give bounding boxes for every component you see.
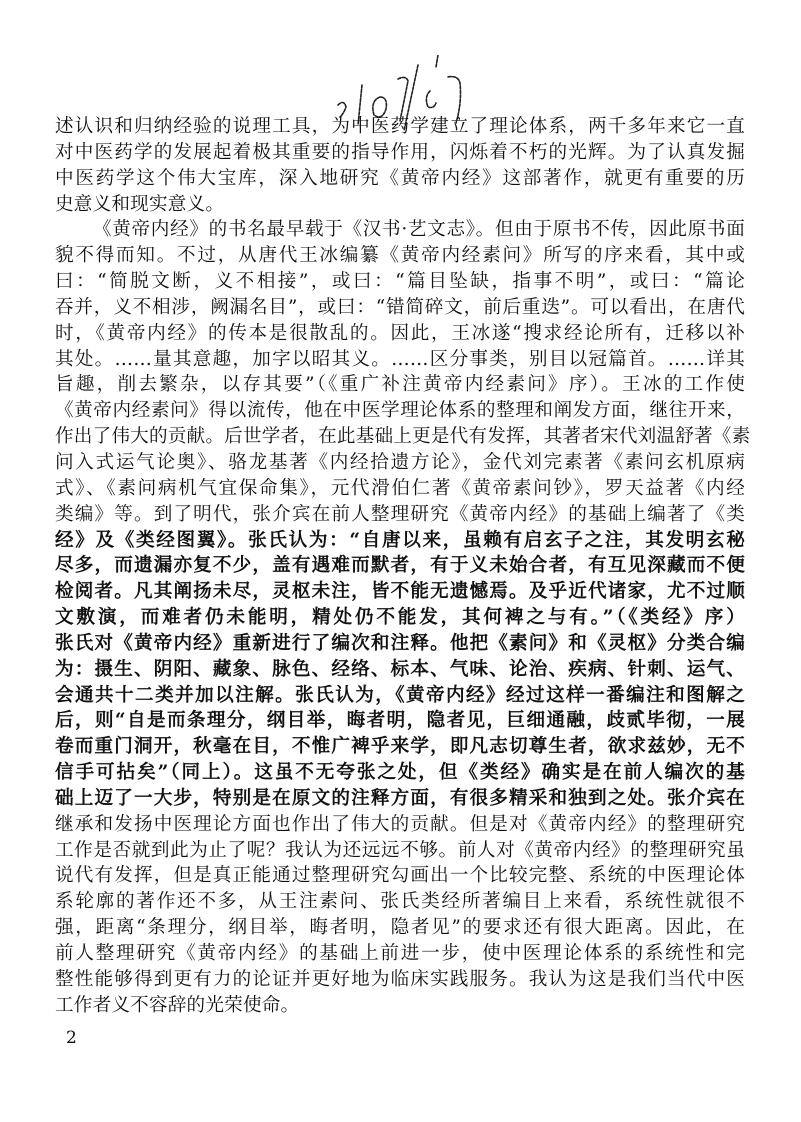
- text-line: 经》及《类经图翼》。张氏认为：“自唐以来，虽赖有启玄子之注，其发明玄秘: [55, 529, 745, 551]
- text-line: 继承和发扬中医理论方面也作出了伟大的贡献。但是对《黄帝内经》的整理研究: [55, 813, 745, 835]
- text-line: 工作者义不容辞的光荣使命。: [55, 994, 300, 1016]
- body-text: [55, 114, 751, 1019]
- text-line: 《黄帝内经素问》得以流传，他在中医学理论体系的整理和阐发方面，继往开来，: [55, 400, 745, 422]
- text-line: 吞并，义不相涉，阙漏名目”，或曰：“错简碎文，前后重迭”。可以看出，在唐代: [55, 296, 745, 318]
- text-line: 整性能够得到更有力的论证并更好地为临床实践服务。我认为这是我们当代中医: [55, 968, 745, 990]
- text-line: 问入式运气论奥》、骆龙基著《内经拾遗方论》，金代刘完素著《素问玄机原病: [55, 451, 745, 473]
- text-line: 其处。……量其意趣，加字以昭其义。……区分事类，别目以冠篇首。……详其: [55, 348, 745, 370]
- text-line: 曰：“简脱文断，义不相接”，或曰：“篇目坠缺，指事不明”，或曰：“篇论: [55, 271, 745, 293]
- text-line: 卷而重门洞开，秋毫在目，不惟广裨乎来学，即凡志切尊生者，欲求兹妙，无不: [55, 736, 745, 758]
- text-line: 张氏对《黄帝内经》重新进行了编次和注释。他把《素问》和《灵枢》分类合编: [55, 632, 745, 654]
- text-line: 史意义和现实意义。: [55, 193, 225, 215]
- page-number: 2: [66, 1028, 77, 1048]
- text-line: 后，则“自是而条理分，纲目举，晦者明，隐者见，巨细通融，歧贰毕彻，一展: [55, 710, 745, 732]
- text-line: 时，《黄帝内经》的传本是很散乱的。因此，王冰遂“搜求经论所有，迁移以补: [55, 322, 745, 344]
- text-line: 信手可拈矣”（同上）。这虽不无夸张之处，但《类经》确实是在前人编次的基: [55, 762, 745, 784]
- text-line: 旨趣，削去繁杂，以存其要”（《重广补注黄帝内经素问》序）。王冰的工作使: [55, 374, 745, 396]
- text-line: 《黄帝内经》的书名最早载于《汉书·艺文志》。但由于原书不传，因此原书面: [93, 219, 745, 241]
- text-line: 类编》等。到了明代，张介宾在前人整理研究《黄帝内经》的基础上编著了《类: [55, 503, 745, 525]
- text-line: 础上迈了一大步，特别是在原文的注释方面，有很多精采和独到之处。张介宾在: [55, 787, 745, 809]
- text-line: 系轮廓的著作还不多，从王注素问、张氏类经所著编目上来看，系统性就很不: [55, 891, 745, 913]
- text-line: 说代有发挥，但是真正能通过整理研究勾画出一个比较完整、系统的中医理论体: [55, 865, 745, 887]
- text-line: 前人整理研究《黄帝内经》的基础上前进一步，使中医理论体系的系统性和完: [55, 943, 745, 964]
- text-line: 强，距离“条理分，纲目举，晦者明，隐者见”的要求还有很大距离。因此，在: [55, 917, 745, 939]
- text-line: 对中医药学的发展起着极其重要的指导作用，闪烁着不朽的光辉。为了认真发掘: [55, 141, 745, 163]
- text-line: 会通共十二类并加以注解。张氏认为，《黄帝内经》经过这样一番编注和图解之: [55, 684, 745, 706]
- text-line: 中医药学这个伟大宝库，深入地研究《黄帝内经》这部著作，就更有重要的历: [55, 167, 745, 189]
- text-line: 貌不得而知。不过，从唐代王冰编纂《黄帝内经素问》所写的序来看，其中或: [55, 245, 745, 267]
- text-line: 工作是否就到此为止了呢？我认为还远远不够。前人对《黄帝内经》的整理研究虽: [55, 839, 745, 861]
- text-line: 述认识和归纳经验的说理工具，为中医药学建立了理论体系，两千多年来它一直: [55, 116, 745, 137]
- text-line: 文敷演，而难者仍未能明，精处仍不能发，其何裨之与有。”（《类经》序）: [55, 607, 745, 629]
- text-line: 尽多，而遗漏亦复不少，盖有遇难而默者，有于义未始合者，有互见深藏而不便: [55, 555, 745, 577]
- text-line: 为：摄生、阴阳、藏象、脉色、经络、标本、气味、论治、疾病、针刺、运气、: [55, 658, 745, 680]
- text-line: 检阅者。凡其阐扬未尽，灵枢未注，皆不能无遗憾焉。及乎近代诸家，尤不过顺: [55, 581, 745, 603]
- text-line: 作出了伟大的贡献。后世学者，在此基础上更是代有发挥，其著者宋代刘温舒著《素: [55, 426, 751, 448]
- text-line: 式》、《素问病机气宜保命集》，元代滑伯仁著《黄帝素问钞》，罗天益著《内经: [55, 477, 745, 499]
